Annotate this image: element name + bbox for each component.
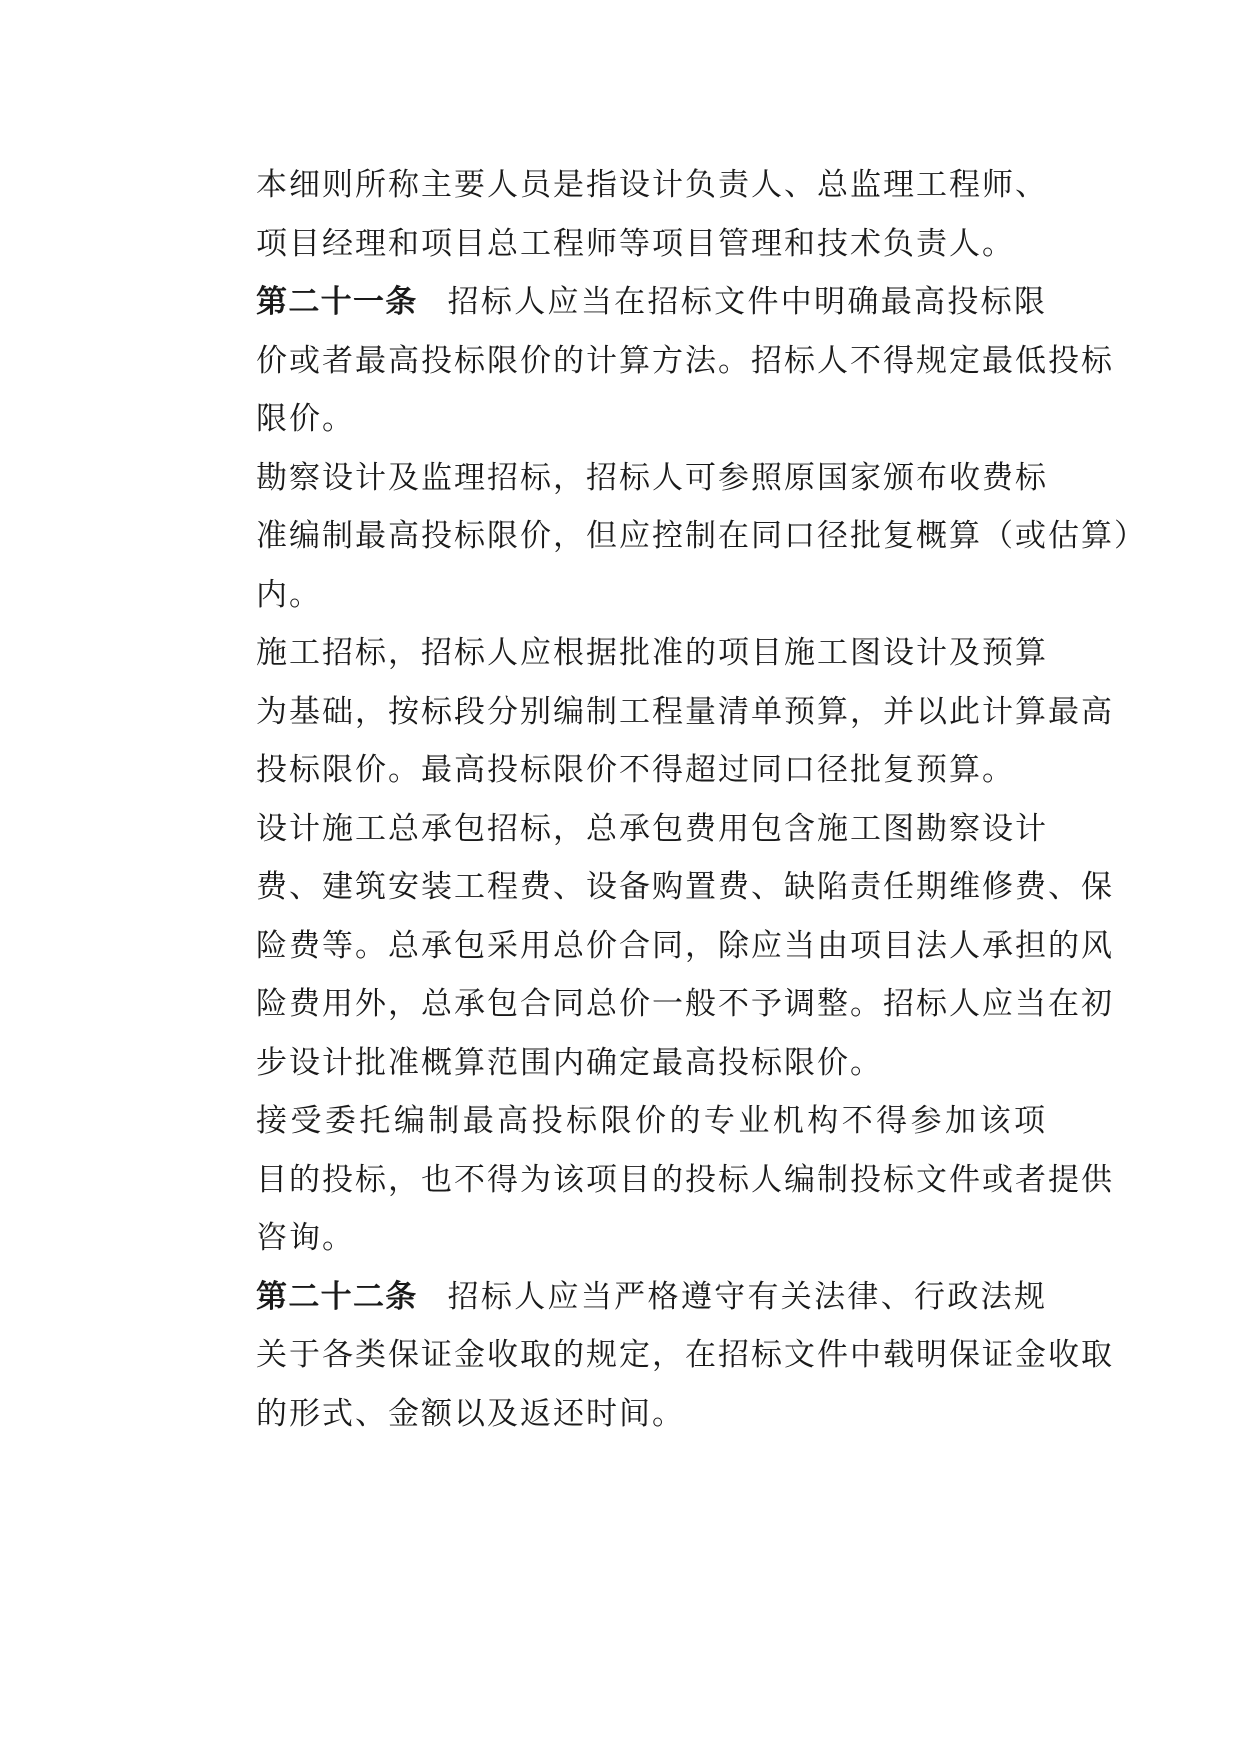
text-line: 项目经理和项目总工程师等项目管理和技术负责人。 bbox=[256, 225, 1015, 262]
text-line: 关于各类保证金收取的规定，在招标文件中载明保证金收取 bbox=[256, 1337, 1114, 1373]
text-line: 内。 bbox=[256, 576, 322, 613]
article-text: 招标人应当在招标文件中明确最高投标限 bbox=[447, 284, 1048, 320]
text-line: 接受委托编制最高投标限价的专业机构不得参加该项 bbox=[256, 1103, 1047, 1139]
text-line: 步设计批准概算范围内确定最高投标限价。 bbox=[256, 1044, 883, 1081]
paragraph-construction-bidding bbox=[190, 624, 1114, 800]
paragraph-commissioned-agency bbox=[190, 1092, 1114, 1268]
text-line: 价或者最高投标限价的计算方法。招标人不得规定最低投标 bbox=[256, 342, 1114, 379]
text-line: 限价。 bbox=[256, 401, 355, 437]
text-line: 投标限价。最高投标限价不得超过同口径批复预算。 bbox=[256, 752, 1015, 788]
text-line: 为基础，按标段分别编制工程量清单预算，并以此计算最高 bbox=[256, 693, 1114, 730]
text-line: 施工招标，招标人应根据批准的项目施工图设计及预算 bbox=[256, 635, 1048, 671]
paragraph-survey-design-supervision bbox=[190, 449, 1147, 625]
document-body bbox=[190, 156, 1147, 1443]
article-heading: 第二十二条 bbox=[256, 1278, 418, 1315]
text-line: 险费用外，总承包合同总价一般不予调整。招标人应当在初 bbox=[256, 986, 1114, 1022]
paragraph-main-personnel-definition bbox=[190, 156, 1047, 273]
paragraph-article-21 bbox=[190, 273, 1114, 449]
paragraph-article-22 bbox=[190, 1268, 1114, 1444]
text-line: 勘察设计及监理招标，招标人可参照原国家颁布收费标 bbox=[256, 459, 1048, 496]
article-heading: 第二十一条 bbox=[256, 284, 418, 320]
text-line bbox=[190, 273, 1047, 332]
article-text: 招标人应当严格遵守有关法律、行政法规 bbox=[447, 1278, 1048, 1315]
text-line: 目的投标，也不得为该项目的投标人编制投标文件或者提供 bbox=[256, 1161, 1114, 1198]
text-line: 咨询。 bbox=[256, 1220, 355, 1256]
text-line: 设计施工总承包招标，总承包费用包含施工图勘察设计 bbox=[256, 810, 1048, 847]
text-line: 本细则所称主要人员是指设计负责人、总监理工程师、 bbox=[256, 167, 1048, 203]
text-line: 险费等。总承包采用总价合同，除应当由项目法人承担的风 bbox=[256, 927, 1114, 964]
text-line: 费、建筑安装工程费、设备购置费、缺陷责任期维修费、保 bbox=[256, 869, 1114, 905]
paragraph-design-construction-contracting bbox=[190, 800, 1114, 1093]
text-line bbox=[190, 1268, 1047, 1327]
text-line: 的形式、金额以及返还时间。 bbox=[256, 1395, 685, 1432]
text-line: 准编制最高投标限价，但应控制在同口径批复概算（或估算） bbox=[256, 518, 1147, 554]
